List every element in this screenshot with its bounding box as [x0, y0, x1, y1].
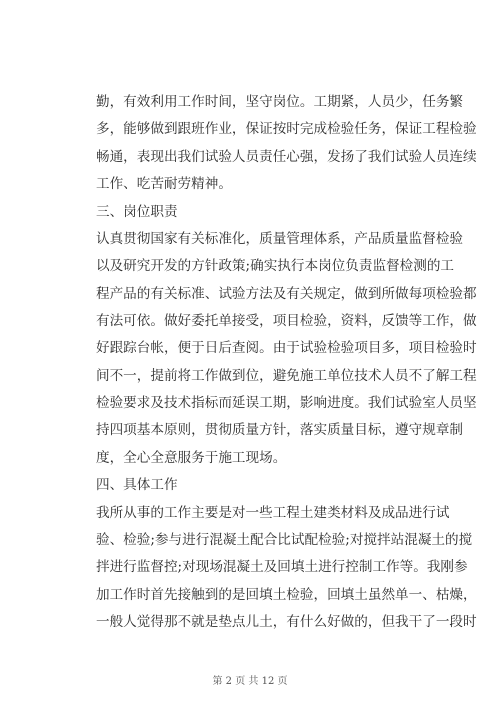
paragraph-1-line-4: 工作、吃苦耐劳精神。	[96, 176, 232, 193]
paragraph-2-line-8: 持四项基本原则，贯彻质量方针，落实质量目标，遵守规章制	[96, 422, 464, 439]
paragraph-3-line-1: 我所从事的工作主要是对一些工程土建类材料及成品进行试	[96, 504, 450, 521]
paragraph-2-line-4: 有法可依。做好委托单接受，项目检验，资料，反馈等工作，做	[96, 312, 477, 329]
paragraph-2-line-2: 以及研究开发的方针政策;确实执行本岗位负责监督检测的工	[96, 258, 455, 275]
page-footer: 第 2 页 共 12 页	[212, 676, 288, 687]
paragraph-2-line-1: 认真贯彻国家有关标准化，质量管理体系，产品质量监督检验	[96, 230, 464, 247]
paragraph-1-line-1: 勤，有效利用工作时间，坚守岗位。工期紧，人员少，任务繁	[96, 94, 464, 110]
paragraph-2-line-6: 间不一，提前将工作做到位，避免施工单位技术人员不了解工程	[96, 367, 477, 384]
paragraph-3-line-3: 拌进行监督控;对现场混凝土及回填土进行控制工作等。我刚参	[96, 559, 468, 576]
section-heading-duties: 三、岗位职责	[96, 203, 178, 220]
paragraph-3-line-2: 验、检验;参与进行混凝土配合比试配检验;对搅拌站混凝土的搅	[96, 531, 473, 548]
paragraph-2-line-5: 好跟踪台帐，便于日后查阅。由于试验检验项目多，项目检验时	[96, 340, 477, 357]
paragraph-3-line-4: 加工作时首先接触到的是回填土检验，回填土虽然单一、枯燥，	[96, 586, 477, 603]
paragraph-2-line-9: 度，全心全意服务于施工现场。	[96, 449, 287, 466]
paragraph-1-line-3: 畅通，表现出我们试验人员责任心强，发扬了我们试验人员连续	[96, 148, 477, 165]
paragraph-2-line-7: 检验要求及技术指标而延误工期，影响进度。我们试验室人员坚	[96, 395, 477, 412]
paragraph-1-line-2: 多，能够做到跟班作业，保证按时完成检验任务，保证工程检验	[96, 121, 477, 138]
paragraph-2-line-3: 程产品的有关标准、试验方法及有关规定，做到所做每项检验都	[96, 285, 477, 302]
paragraph-3-line-5: 一般人觉得那不就是垫点儿土，有什么好做的，但我干了一段时	[96, 614, 477, 630]
section-heading-specific-work: 四、具体工作	[96, 477, 178, 494]
